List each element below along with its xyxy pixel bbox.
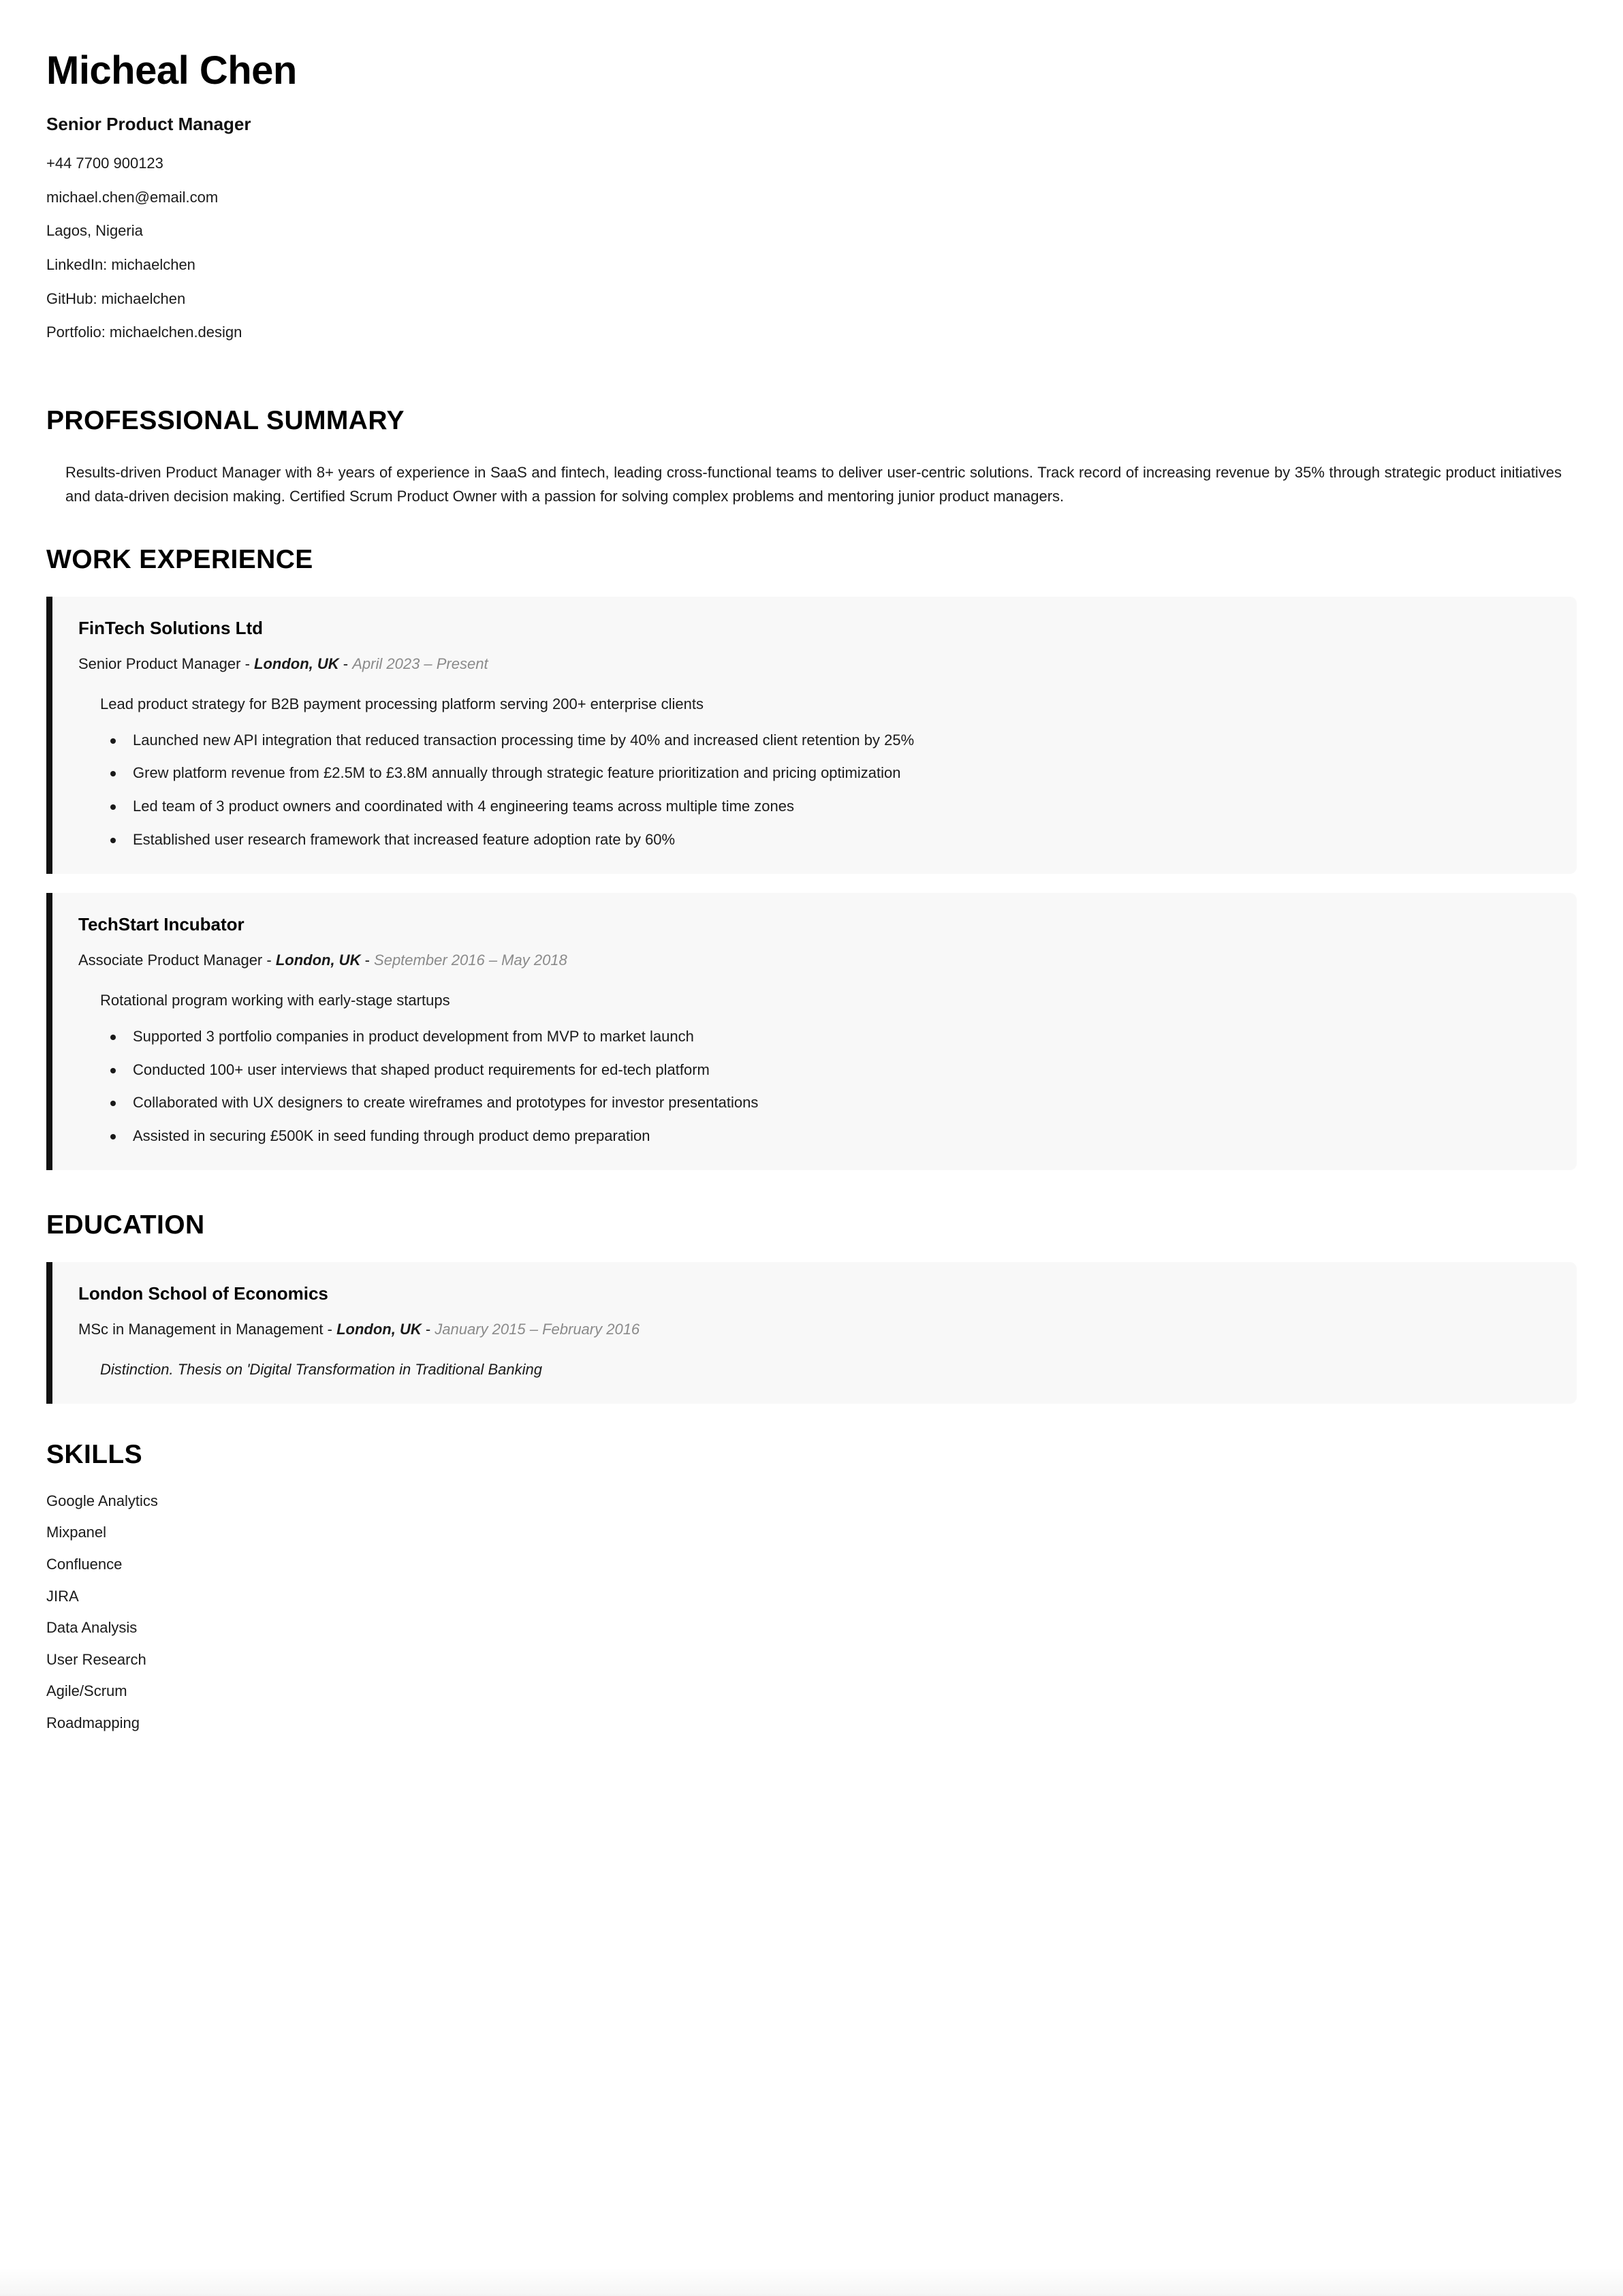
work-entry-location: London, UK [275, 952, 361, 969]
work-entry-location: London, UK [254, 655, 339, 673]
work-entry-bullet: Led team of 3 product owners and coordinated with 4 engineering teams across multiple time zones [107, 796, 1551, 817]
work-entry-description: Rotational program working with early-stage startups [100, 992, 450, 1009]
page-bottom-shadow [0, 2267, 1623, 2296]
work-entry-separator: - [240, 655, 255, 673]
professional-summary-text: Results-driven Product Manager with 8+ years of experience in SaaS and fintech, leading cross-functional teams to deliver user-centric solutions. Track record of increasing revenue by 35% through strategic product initiatives and data-driven decision making. Certified Scrum Product Owner with a passion for solving complex problems and mentoring junior product managers. [65, 463, 1562, 505]
work-entry-bullet-list [107, 730, 1551, 851]
skill-item: Mixpanel [46, 1524, 107, 1541]
education-entry-separator: - [421, 1321, 435, 1338]
work-entry-meta [78, 950, 1551, 971]
section-title-skills: SKILLS [46, 1439, 143, 1469]
section-title-education: EDUCATION [46, 1210, 205, 1240]
skill-item: JIRA [46, 1587, 79, 1605]
skill-item: Roadmapping [46, 1714, 140, 1731]
section-skills [46, 1439, 1577, 1733]
skill-item: Google Analytics [46, 1492, 158, 1509]
work-entry-separator: - [360, 952, 375, 969]
section-title-work-experience: WORK EXPERIENCE [46, 544, 313, 574]
contact-email: michael.chen@email.com [46, 188, 219, 206]
skill-item: Data Analysis [46, 1619, 138, 1637]
work-entry-bullet: Grew platform revenue from £2.5M to £3.8M annually through strategic feature prioritization and pricing optimization [107, 763, 1551, 784]
skill-item: Agile/Scrum [46, 1682, 127, 1700]
candidate-job-title: Senior Product Manager [46, 113, 251, 134]
section-title-professional-summary: PROFESSIONAL SUMMARY [46, 405, 405, 435]
work-entry-bullet: Collaborated with UX designers to create wireframes and prototypes for investor presentations [107, 1092, 1551, 1114]
education-entry-institution: London School of Economics [78, 1283, 328, 1304]
work-entry-bullet: Launched new API integration that reduced transaction processing time by 40% and increased client retention by 25% [107, 730, 1551, 751]
contact-github: GitHub: michaelchen [46, 289, 186, 307]
work-entry-role: Senior Product Manager [78, 655, 241, 673]
work-entry-role: Associate Product Manager [78, 952, 263, 969]
education-entry-separator: - [323, 1321, 337, 1338]
work-entry-separator: - [338, 655, 353, 673]
education-entry-dates: January 2015 – February 2016 [435, 1321, 640, 1338]
contact-linkedin: LinkedIn: michaelchen [46, 255, 195, 273]
work-entry-bullet-list [107, 1026, 1551, 1147]
candidate-name: Micheal Chen [46, 48, 297, 93]
work-entry [46, 893, 1577, 1170]
work-entry-organization: FinTech Solutions Ltd [78, 617, 264, 638]
skill-item: User Research [46, 1650, 146, 1668]
work-entry-bullet: Established user research framework that increased feature adoption rate by 60% [107, 830, 1551, 851]
work-entry-meta [78, 654, 1551, 674]
education-entry-degree: MSc in Management in Management [78, 1321, 324, 1338]
section-education [46, 1210, 1577, 1404]
contact-portfolio: Portfolio: michaelchen.design [46, 324, 242, 341]
work-entry-bullet: Conducted 100+ user interviews that shaped product requirements for ed-tech platform [107, 1060, 1551, 1081]
contact-phone: +44 7700 900123 [46, 155, 163, 172]
work-entry-separator: - [262, 952, 276, 969]
skill-item: Confluence [46, 1555, 123, 1573]
work-entry-bullet: Assisted in securing £500K in seed funding through product demo preparation [107, 1126, 1551, 1147]
education-entry-location: London, UK [336, 1321, 422, 1338]
section-professional-summary [46, 405, 1577, 509]
skills-list [46, 1492, 1577, 1733]
contact-location: Lagos, Nigeria [46, 222, 143, 240]
work-entry-dates: September 2016 – May 2018 [374, 952, 567, 969]
education-entry-description: Distinction. Thesis on 'Digital Transformation in Traditional Banking [100, 1361, 542, 1379]
resume-header [46, 0, 1577, 343]
work-entry [46, 597, 1577, 874]
section-work-experience [46, 544, 1577, 1170]
work-entry-bullet: Supported 3 portfolio companies in product development from MVP to market launch [107, 1026, 1551, 1048]
education-entry-meta [78, 1319, 1551, 1340]
work-entry-organization: TechStart Incubator [78, 913, 245, 934]
work-entry-description: Lead product strategy for B2B payment processing platform serving 200+ enterprise clients [100, 695, 704, 712]
contact-list [46, 154, 1577, 343]
education-entry [46, 1262, 1577, 1404]
work-entry-dates: April 2023 – Present [352, 655, 488, 673]
